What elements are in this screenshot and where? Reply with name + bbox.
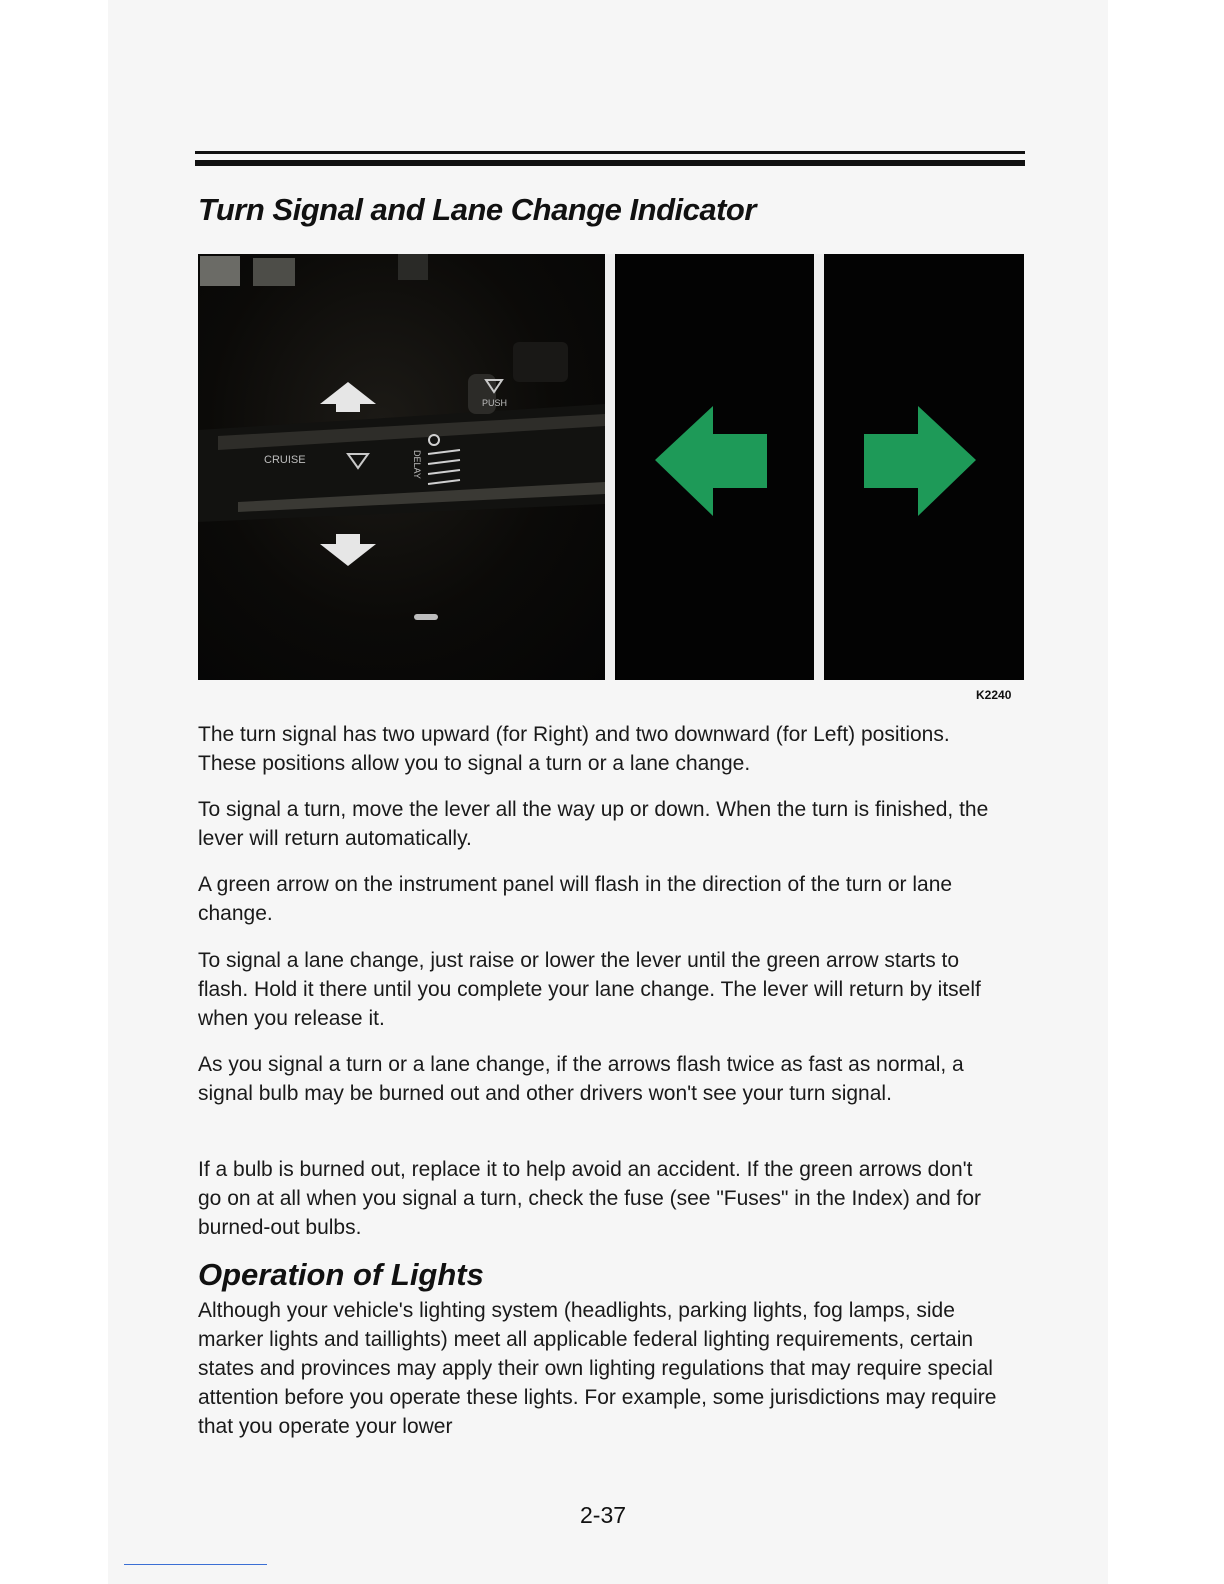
figure-divider (814, 254, 824, 680)
paragraph: A green arrow on the instrument panel will flash in the direction of the turn or lane change. (198, 873, 953, 925)
paragraph: As you signal a turn or a lane change, if the arrows flash twice as fast as normal, a signal bulb may be burned out and other drivers won't see your turn signal. (198, 1053, 964, 1105)
paragraph: To signal a lane change, just raise or lower the lever until the green arrow starts to flash. Hold it there until you complete your lane change. The lever will return by itself when you release it. (198, 949, 981, 1030)
paragraph: To signal a turn, move the lever all the way up or down. When the turn is finished, the lever will return automatically. (198, 798, 989, 850)
section-2-title: Operation of Lights (198, 1257, 484, 1292)
up-arrow-icon (320, 382, 376, 404)
cruise-label: CRUISE (264, 454, 306, 466)
down-arrow-stem (336, 534, 360, 544)
turn-signal-lever-photo (198, 254, 605, 680)
dash-button (200, 256, 240, 286)
page-number: 2-37 (580, 1502, 627, 1528)
lever-photo-illustration (198, 254, 605, 680)
dash-button (253, 258, 295, 286)
header-rule-thick (195, 160, 1025, 166)
paragraph: The turn signal has two upward (for Right) and two downward (for Left) positions. These positions allow you to signal a turn or a lane change. (198, 723, 950, 775)
turn-signal-figure (198, 254, 1024, 680)
column-shroud (513, 342, 568, 382)
position-mark (414, 614, 438, 620)
green-left-arrow-icon (617, 254, 814, 680)
left-indicator-panel (617, 254, 814, 680)
paragraph: If a bulb is burned out, replace it to help avoid an accident. If the green arrows don't go on at all when you signal a turn, check the fuse (see "Fuses" in the Index) and for burned-out bulbs. (198, 1158, 982, 1239)
push-label: PUSH (482, 398, 508, 408)
dash-button (398, 254, 428, 280)
section-2-paragraph: Although your vehicle's lighting system (headlights, parking lights, fog lamps, side marker lights and taillights) meet all applicable federal lighting requirements, certain states and provinces may apply their own lighting regulations that may require special attention before you operate these lights. For example, some jurisdictions may require that you operate your lower (198, 1299, 997, 1438)
up-arrow-stem (336, 404, 360, 412)
down-arrow-icon (320, 544, 376, 566)
header-rule-thin (195, 151, 1025, 154)
footer-link-line (124, 1564, 267, 1565)
green-right-arrow-icon (824, 254, 1024, 680)
figure-divider (605, 254, 615, 680)
delay-label: DELAY (412, 450, 422, 479)
right-indicator-panel (824, 254, 1024, 680)
section-title: Turn Signal and Lane Change Indicator (198, 192, 756, 227)
figure-code: K2240 (976, 688, 1012, 702)
